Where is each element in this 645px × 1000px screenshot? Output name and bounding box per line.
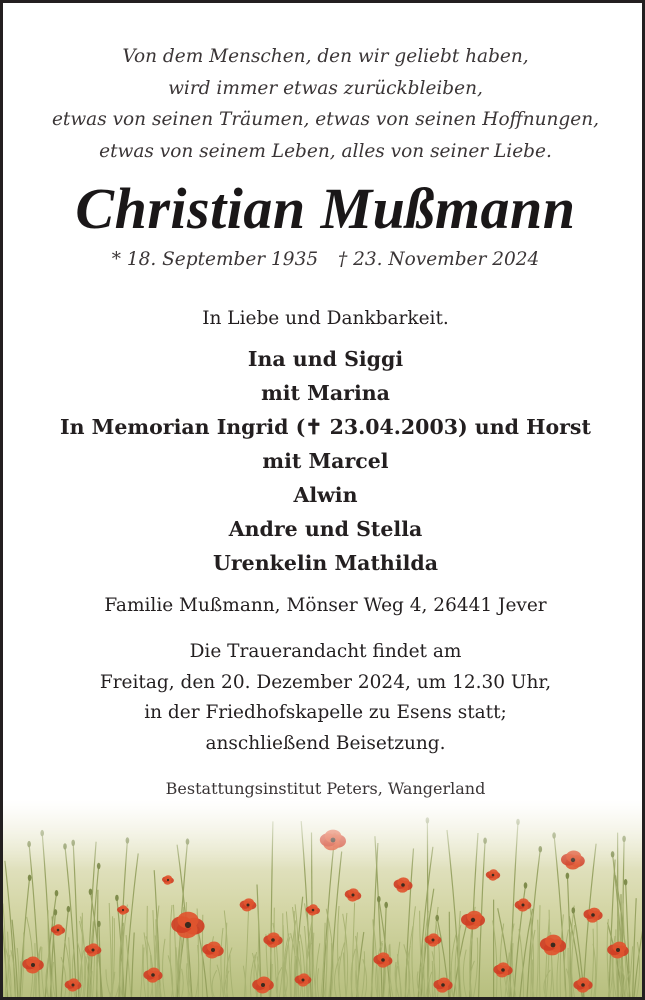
ceremony-line: anschließend Beisetzung. [205, 732, 446, 754]
mourner: mit Marcel [262, 449, 389, 473]
mourners-list [3, 342, 645, 580]
undertaker: Bestattungsinstitut Peters, Wangerland [165, 779, 486, 798]
mourner: mit Marina [261, 381, 390, 405]
mourner: Urenkelin Mathilda [212, 551, 439, 575]
mourner: Ina und Siggi [247, 347, 404, 371]
ceremony-info [3, 637, 645, 759]
thanks-line: In Liebe und Dankbarkeit. [202, 308, 449, 329]
family-address: Familie Mußmann, Mönser Weg 4, 26441 Jever [104, 595, 547, 616]
ceremony-line: Freitag, den 20. Dezember 2024, um 12.30 Uhr, [99, 671, 552, 693]
death-date: † 23. November 2024 [338, 249, 540, 270]
poem-line: etwas von seinem Leben, alles von seiner Liebe. [99, 140, 552, 162]
poppy-meadow-illustration [3, 800, 642, 997]
poem-line: wird immer etwas zurückbleiben, [168, 77, 483, 99]
mourner: Andre und Stella [228, 517, 423, 541]
poem-line: etwas von seinen Träumen, etwas von seinen Hoffnungen, [51, 109, 600, 130]
poem-line: Von dem Menschen, den wir geliebt haben, [122, 46, 529, 67]
birth-date: * 18. September 1935 [111, 249, 319, 270]
ceremony-line: in der Friedhofskapelle zu Esens statt; [144, 702, 507, 723]
deceased-name: Christian Mußmann [75, 176, 576, 241]
poem [3, 41, 645, 167]
mourner: Alwin [293, 483, 358, 507]
ceremony-line: Die Trauerandacht findet am [189, 641, 462, 662]
life-dates [3, 246, 645, 274]
mourner: In Memorian Ingrid (✝ 23.04.2003) und Horst [60, 415, 591, 439]
